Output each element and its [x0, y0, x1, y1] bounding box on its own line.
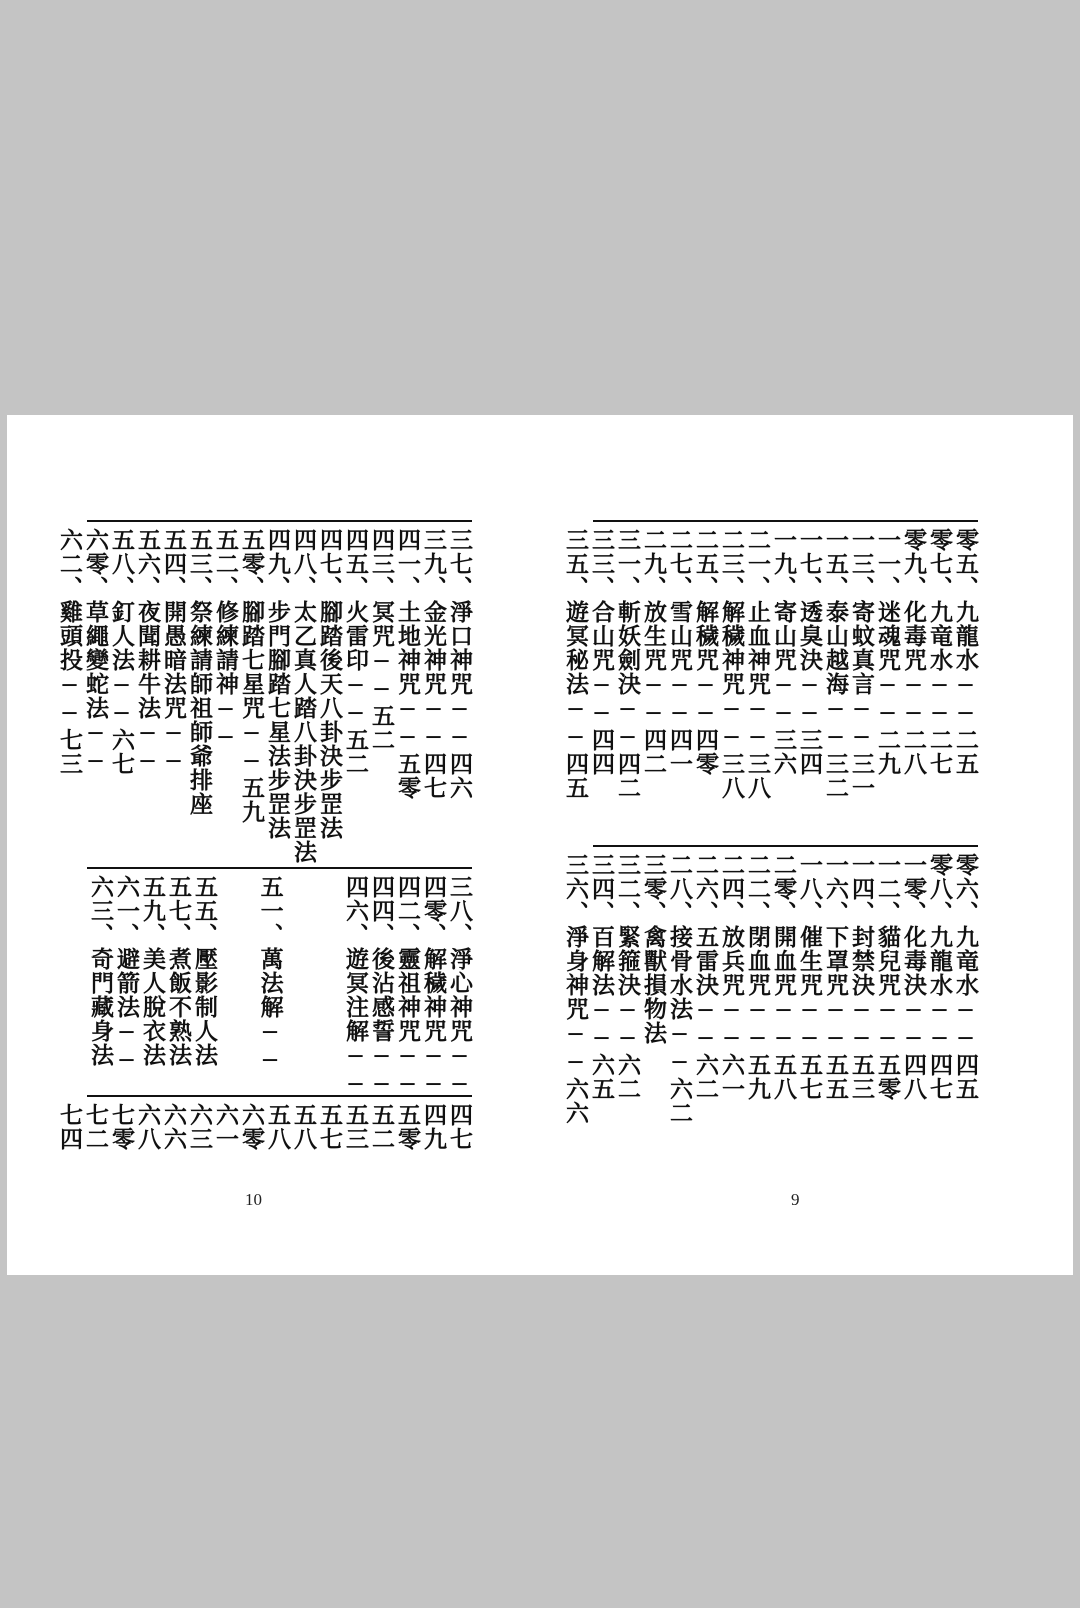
toc-entry: 二六、五雷決──六二	[692, 853, 719, 1101]
toc-entry: 七二	[82, 1103, 109, 1151]
toc-entry	[302, 875, 322, 1099]
toc-entry: 一一、迷魂咒──二九	[874, 528, 901, 776]
toc-entry: 五三	[342, 1103, 369, 1151]
page-number-right: 9	[791, 1190, 800, 1209]
toc-entry: 一八、催生咒──五七	[796, 853, 823, 1101]
toc-entry: 三二、緊箍決──六二	[614, 853, 641, 1101]
toc-entry: 六零、草繩變蛇法──	[82, 528, 109, 776]
toc-entry: 一四、封禁決──五三	[848, 853, 875, 1101]
toc-entry: 五九、美人脫衣法	[139, 875, 167, 1067]
toc-entry: 三七、淨口神咒──四六	[446, 528, 473, 800]
toc-entry: 五六、夜聞耕牛法──	[134, 528, 161, 776]
toc-entry: 二一、止血神咒──三八	[744, 528, 771, 800]
toc-entry: 五二、修練請神──	[212, 528, 239, 752]
toc-entry	[283, 875, 303, 1099]
toc-entry: 三三、合山咒──四四	[588, 528, 615, 776]
toc-column-upper-left	[56, 520, 473, 864]
toc-column-upper-right	[562, 520, 979, 840]
page-right	[553, 415, 1073, 1275]
toc-entry: 二七、雪山咒──四一	[666, 528, 693, 776]
toc-entry: 五零	[394, 1103, 421, 1151]
page-number-left: 10	[245, 1190, 262, 1209]
toc-entry: 二八、接骨水法──六二	[666, 853, 693, 1125]
toc-entry: 零六、九竜水──四五	[952, 853, 979, 1101]
toc-entry: 三八、淨心神咒──	[446, 875, 473, 1099]
toc-entry: 二二、閉血咒──五九	[744, 853, 771, 1101]
toc-entry: 五八	[290, 1103, 317, 1151]
toc-entry: 零九、化毒咒──二八	[900, 528, 927, 776]
toc-entry: 二五、解穢咒──四零	[692, 528, 719, 776]
toc-entry: 三四、百解法──六五	[588, 853, 615, 1101]
toc-entry: 五二	[368, 1103, 395, 1151]
toc-entry: 四八、太乙真人踏八卦決步罡法	[290, 528, 317, 864]
toc-entry: 六二、雞頭投──七三	[56, 528, 83, 776]
toc-entry: 一九、寄山咒──三六	[770, 528, 797, 776]
toc-entry: 四三、冥咒──五二	[368, 528, 395, 752]
toc-entry: 五七、煮飯不熟法	[165, 875, 193, 1067]
toc-entry: 五四、開愚暗法咒──	[160, 528, 187, 776]
toc-entry: 零八、九龍水──四七	[926, 853, 953, 1101]
toc-entry: 四七	[446, 1103, 473, 1151]
toc-entry: 四七、腳踏後天八卦決步罡法	[316, 528, 343, 840]
toc-entry: 二九、放生咒──四二	[640, 528, 667, 776]
toc-entry: 一六、下罩咒──五五	[822, 853, 849, 1101]
toc-column-lower-right	[562, 845, 979, 1145]
toc-entry	[237, 875, 257, 1099]
toc-entry: 一零、化毒決──四八	[900, 853, 927, 1101]
toc-entry: 四六、遊冥注解──	[342, 875, 369, 1099]
toc-entry: 三一、斬妖劍決──四二	[614, 528, 641, 800]
toc-entry: 四二、靈祖神咒──	[394, 875, 421, 1099]
toc-entry: 四九、步門腳踏七星法步罡法	[264, 528, 291, 840]
toc-entry: 一二、貓兒咒──五零	[874, 853, 901, 1101]
toc-entry: 五八	[264, 1103, 291, 1151]
toc-entry: 六六	[160, 1103, 187, 1151]
toc-entry: 六八	[134, 1103, 161, 1151]
toc-entry: 七四	[56, 1103, 83, 1151]
toc-entry: 五七	[316, 1103, 343, 1151]
toc-entry: 二零、開血咒──五八	[770, 853, 797, 1101]
toc-entry: 六三、奇門藏身法	[87, 875, 115, 1067]
toc-entry: 一三、寄蚊真言──三一	[848, 528, 875, 800]
toc-entry	[322, 875, 342, 1099]
toc-entry: 一七、透臭決──三四	[796, 528, 823, 776]
toc-entry: 三零、禽獸損物法	[640, 853, 667, 1045]
book-spread	[7, 415, 1073, 1275]
toc-entry: 六三	[186, 1103, 213, 1151]
toc-entry: 五一、萬法解──	[256, 875, 284, 1075]
toc-entry: 六零	[238, 1103, 265, 1151]
toc-entry: 五八、釘人法──六七	[108, 528, 135, 776]
toc-entry: 二三、解穢神咒──三八	[718, 528, 745, 800]
toc-entry	[217, 875, 237, 1099]
toc-entry: 四零、解穢神咒──	[420, 875, 447, 1099]
toc-entry: 三九、金光神咒──四七	[420, 528, 447, 800]
toc-page-refs-left	[56, 1095, 473, 1165]
page-left	[7, 415, 527, 1275]
toc-entry: 五五、壓影制人法	[191, 875, 219, 1067]
toc-entry: 三六、淨身神咒──六六	[562, 853, 589, 1125]
toc-entry: 四一、土地神咒──五零	[394, 528, 421, 800]
toc-entry: 四四、後沾感誓──	[368, 875, 395, 1099]
toc-entry: 五三、祭練請師祖師爺排座	[186, 528, 213, 816]
toc-entry: 二四、放兵咒──六一	[718, 853, 745, 1101]
toc-column-lower-left	[87, 867, 473, 1099]
toc-entry: 三五、遊冥秘法──四五	[562, 528, 589, 800]
toc-entry: 零七、九竜水──二七	[926, 528, 953, 776]
toc-entry: 零五、九龍水──二五	[952, 528, 979, 776]
toc-entry: 五零、腳踏七星咒──五九	[238, 528, 265, 824]
toc-entry: 七零	[108, 1103, 135, 1151]
toc-entry: 六一、避箭法──	[113, 875, 141, 1075]
toc-entry: 六一	[212, 1103, 239, 1151]
toc-entry: 一五、泰山越海──三二	[822, 528, 849, 800]
toc-entry: 四五、火雷印──五二	[342, 528, 369, 776]
toc-entry: 四九	[420, 1103, 447, 1151]
